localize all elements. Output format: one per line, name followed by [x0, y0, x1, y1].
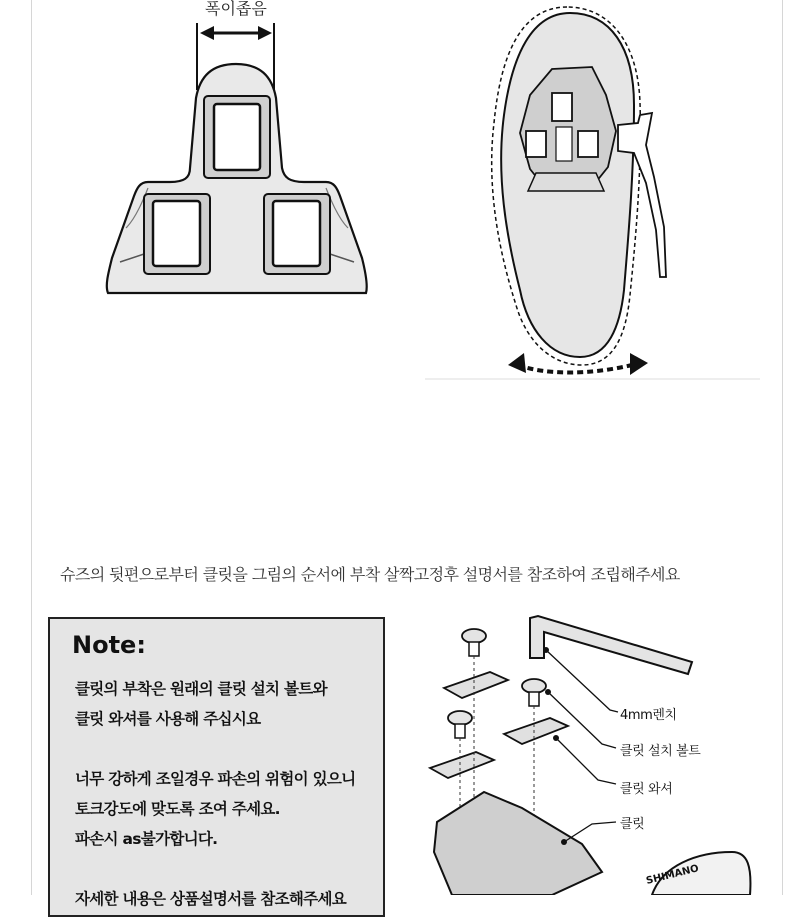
shoe-float-diagram: [420, 5, 765, 390]
cleat-slot-right: [264, 194, 330, 274]
width-arrow-left: [200, 26, 214, 40]
cleat-slot-top: [204, 96, 270, 178]
parts-diagram: [412, 612, 757, 895]
hex-wrench: [530, 616, 692, 674]
legend-cleat: 클릿: [620, 817, 645, 832]
note-box: [48, 617, 385, 917]
brand-mark: SHIMANO: [645, 863, 700, 887]
float-arrow-right: [630, 353, 648, 375]
bolt-3: [448, 711, 472, 738]
bolt-1: [462, 629, 486, 656]
note-line: 클릿의 부착은 원래의 클릿 설치 볼트와: [75, 680, 327, 698]
note-line: 파손시 as불가합니다.: [75, 830, 218, 848]
washer-3: [430, 752, 494, 778]
exploded-cleat: [434, 792, 602, 895]
note-line: 너무 강하게 조일경우 파손의 위험이 있으니: [75, 770, 356, 788]
legend-wrench: 4mm렌치: [620, 708, 677, 723]
note-line: 토크강도에 맞도록 조여 주세요.: [75, 800, 280, 818]
legend-bolt: 클릿 설치 볼트: [620, 744, 701, 759]
float-arc: [518, 365, 632, 373]
washer-1: [444, 672, 508, 698]
float-arrow-left: [508, 353, 526, 373]
width-arrow-right: [258, 26, 272, 40]
assembly-instruction: 슈즈의 뒷편으로부터 클릿을 그림의 순서에 부착 살짝고정후 설명서를 참조하여 조립해주세요: [60, 565, 680, 584]
note-title: Note:: [72, 631, 146, 659]
cleat-diagram: [100, 18, 375, 298]
legend-washer: 클릿 와셔: [620, 782, 673, 797]
note-line: 자세한 내용은 상품설명서를 참조해주세요: [75, 890, 347, 908]
note-line: 클릿 와셔를 사용해 주십시요: [75, 710, 261, 728]
width-label: 폭이좁음: [205, 0, 267, 18]
cleat-slot-left: [144, 194, 210, 274]
bolt-2: [522, 679, 546, 706]
